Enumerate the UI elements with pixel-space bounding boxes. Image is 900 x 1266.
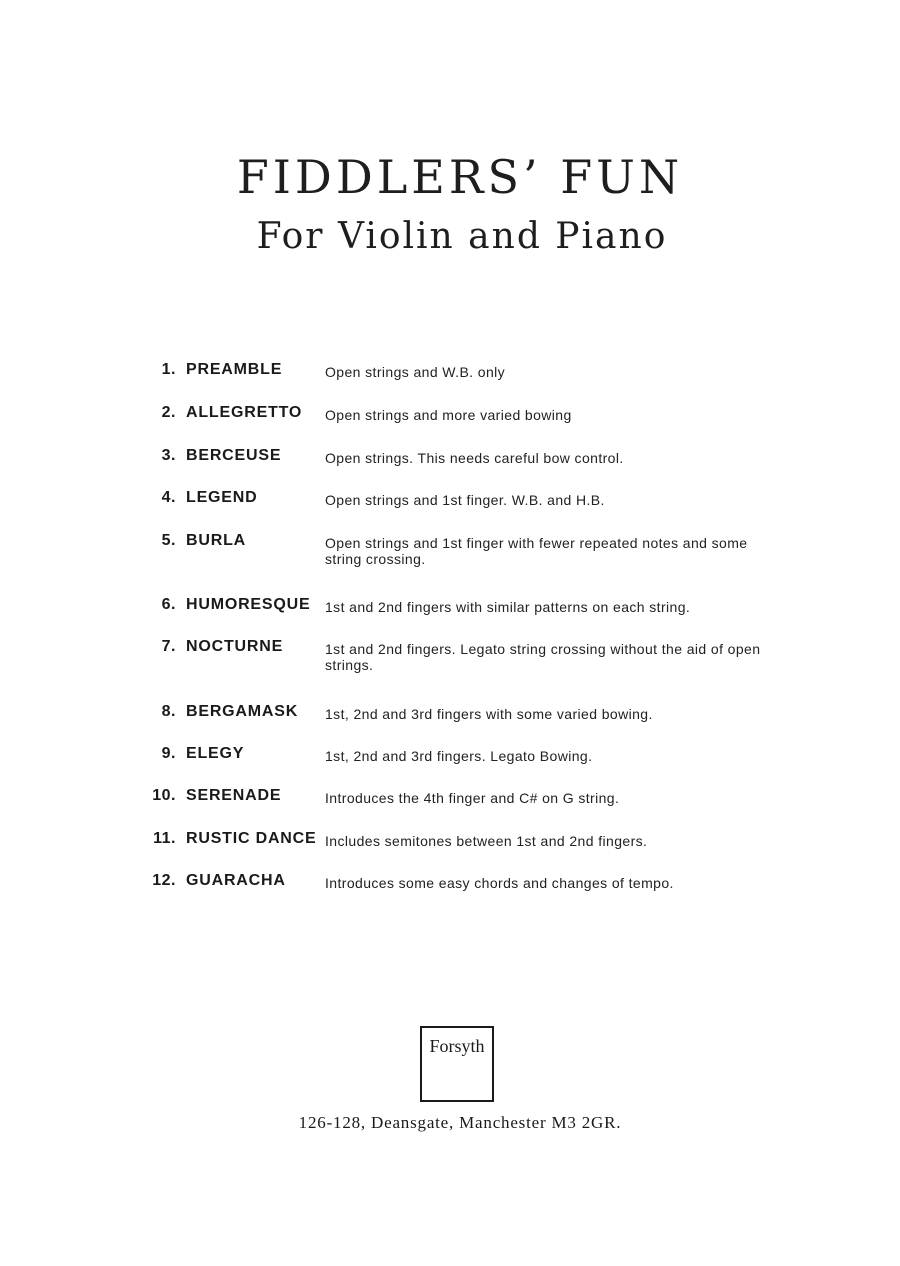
piece-description: Introduces the 4th finger and C# on G string.: [325, 790, 620, 806]
piece-title: PREAMBLE: [186, 361, 283, 378]
piece-number: 6.: [161, 596, 176, 613]
piece-title: ALLEGRETTO: [186, 404, 303, 421]
piece-title: BERCEUSE: [186, 447, 282, 464]
piece-description: 1st and 2nd fingers with similar patterns on each string.: [325, 599, 691, 615]
piece-description: Includes semitones between 1st and 2nd fingers.: [325, 833, 648, 849]
publisher-logo: [420, 1026, 494, 1102]
piece-description: Open strings and 1st finger. W.B. and H.B.: [325, 492, 605, 508]
piece-description: 1st and 2nd fingers. Legato string crossing without the aid of open strings.: [325, 641, 761, 673]
piece-number: 9.: [161, 745, 176, 762]
piece-description: Open strings. This needs careful bow control.: [325, 450, 624, 466]
piece-title: SERENADE: [186, 787, 282, 804]
piece-number: 8.: [161, 703, 176, 720]
piece-title: GUARACHA: [186, 872, 286, 889]
piece-description: Open strings and 1st finger with fewer repeated notes and some string crossing.: [325, 535, 748, 567]
page-subtitle: For Violin and Piano: [256, 216, 668, 257]
piece-description: 1st, 2nd and 3rd fingers. Legato Bowing.: [325, 748, 593, 764]
piece-number: 11.: [153, 830, 176, 847]
piece-number: 5.: [161, 532, 176, 549]
publisher-logo-text: Forsyth: [429, 1036, 485, 1056]
piece-title: NOCTURNE: [186, 638, 284, 655]
piece-description: Open strings and W.B. only: [325, 364, 506, 380]
piece-title: ELEGY: [186, 745, 245, 762]
piece-title: BURLA: [186, 532, 246, 549]
piece-number: 7.: [161, 638, 176, 655]
piece-number: 10.: [152, 787, 176, 804]
piece-title: BERGAMASK: [186, 703, 299, 720]
piece-number: 2.: [161, 404, 176, 421]
piece-title: LEGEND: [186, 489, 258, 506]
piece-description: Open strings and more varied bowing: [325, 407, 572, 423]
piece-description: 1st, 2nd and 3rd fingers with some varied bowing.: [325, 706, 653, 722]
piece-number: 12.: [152, 872, 176, 889]
piece-title: HUMORESQUE: [186, 596, 311, 613]
page-title: FIDDLERS’ FUN: [236, 150, 684, 204]
piece-title: RUSTIC DANCE: [186, 830, 317, 847]
piece-number: 3.: [161, 447, 176, 464]
piece-description: Introduces some easy chords and changes of tempo.: [325, 875, 674, 891]
publisher-address: 126-128, Deansgate, Manchester M3 2GR.: [298, 1113, 622, 1132]
piece-number: 1.: [161, 361, 176, 378]
piece-number: 4.: [161, 489, 176, 506]
